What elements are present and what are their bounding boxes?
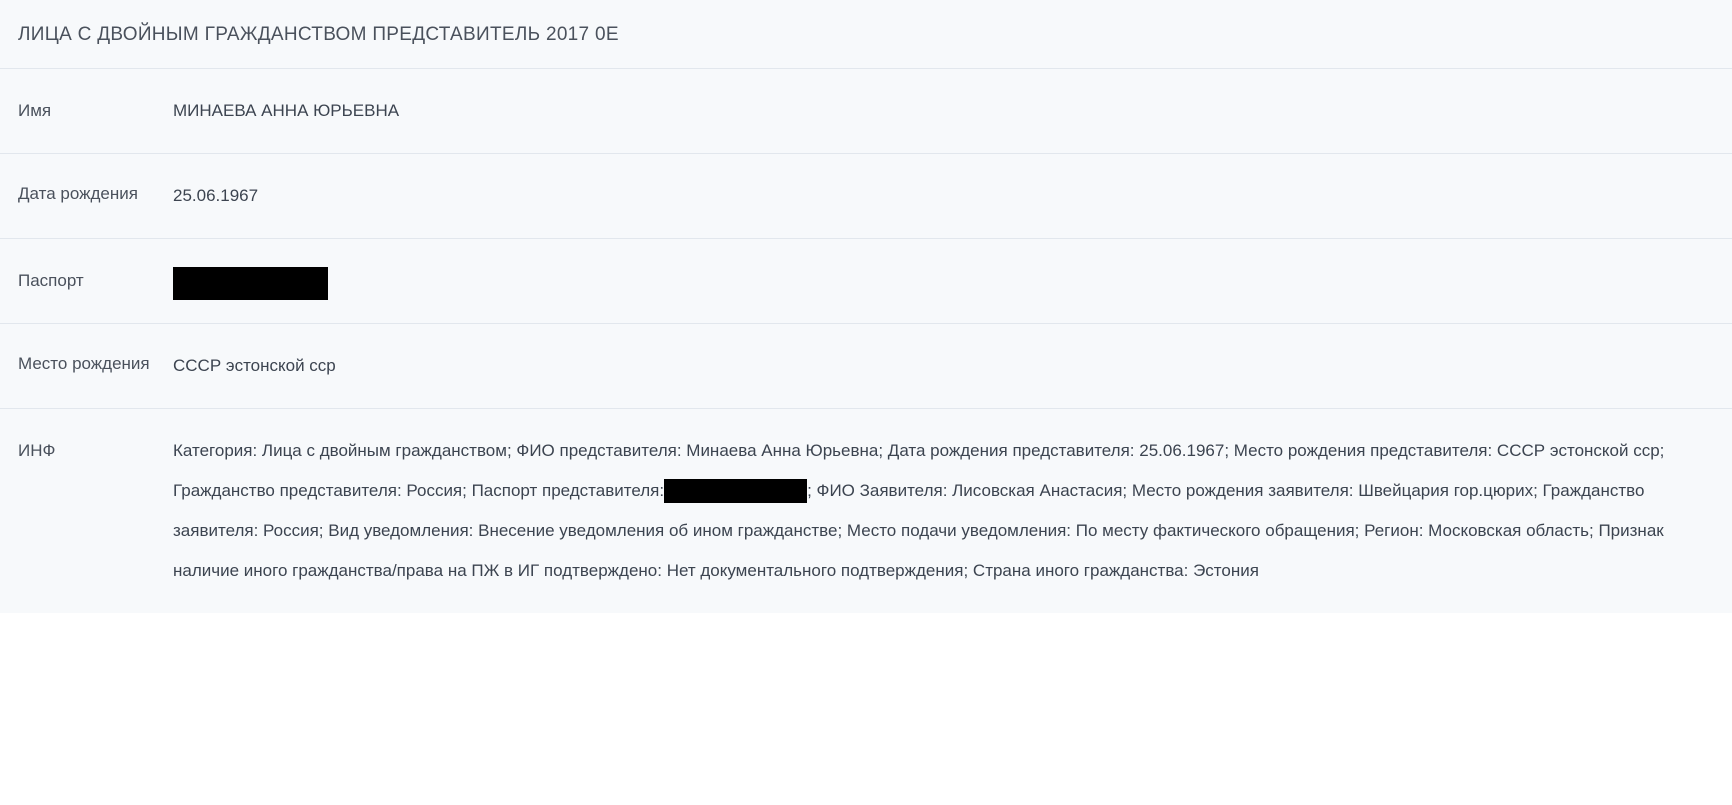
field-value-birth-place: СССР эстонской сср bbox=[173, 356, 336, 375]
redaction-block-inline-passport bbox=[664, 479, 807, 503]
table-row bbox=[0, 239, 1732, 324]
table-row bbox=[0, 409, 1732, 613]
field-label-birth-place: Место рождения bbox=[18, 354, 150, 373]
field-label-passport: Паспорт bbox=[18, 271, 84, 290]
field-label-inf: ИНФ bbox=[18, 441, 56, 460]
table-row bbox=[0, 69, 1732, 154]
record-field-list bbox=[0, 69, 1732, 613]
table-row bbox=[0, 324, 1732, 409]
redaction-block-passport bbox=[173, 267, 328, 300]
table-row bbox=[0, 154, 1732, 239]
field-label-birth-date: Дата рождения bbox=[18, 184, 138, 203]
page-title: ЛИЦА С ДВОЙНЫМ ГРАЖДАНСТВОМ ПРЕДСТАВИТЕЛЬ 2017 0E bbox=[0, 0, 1732, 69]
field-value-name: МИНАЕВА АННА ЮРЬЕВНА bbox=[173, 101, 400, 120]
field-label-name: Имя bbox=[18, 101, 52, 120]
inf-text-part-2: ; ФИО Заявителя: Лисовская Анастасия; Место рождения заявителя: Швейцария гор.цюрих; Гражданство заявителя: Россия; Вид уведомления: Внесение уведомления об ином гражданстве; Место подачи уведомления: По месту фактического обращения; Регион: Московская область; Признак наличие иного гражданства/права на ПЖ в ИГ подтверждено: Нет документального подтверждения; Страна иного гражданства: Эстония bbox=[173, 481, 1664, 580]
field-value-passport bbox=[173, 261, 1714, 301]
field-value-birth-date: 25.06.1967 bbox=[173, 186, 259, 205]
inf-text-part-1: Категория: Лица с двойным гражданством; ФИО представителя: Минаева Анна Юрьевна; Дата рождения представителя: 25.06.1967; Место рождения представителя: СССР эстонской сср; Гражданство представителя: Россия; Паспорт представителя: bbox=[173, 441, 1665, 500]
field-value-inf bbox=[173, 431, 1714, 591]
